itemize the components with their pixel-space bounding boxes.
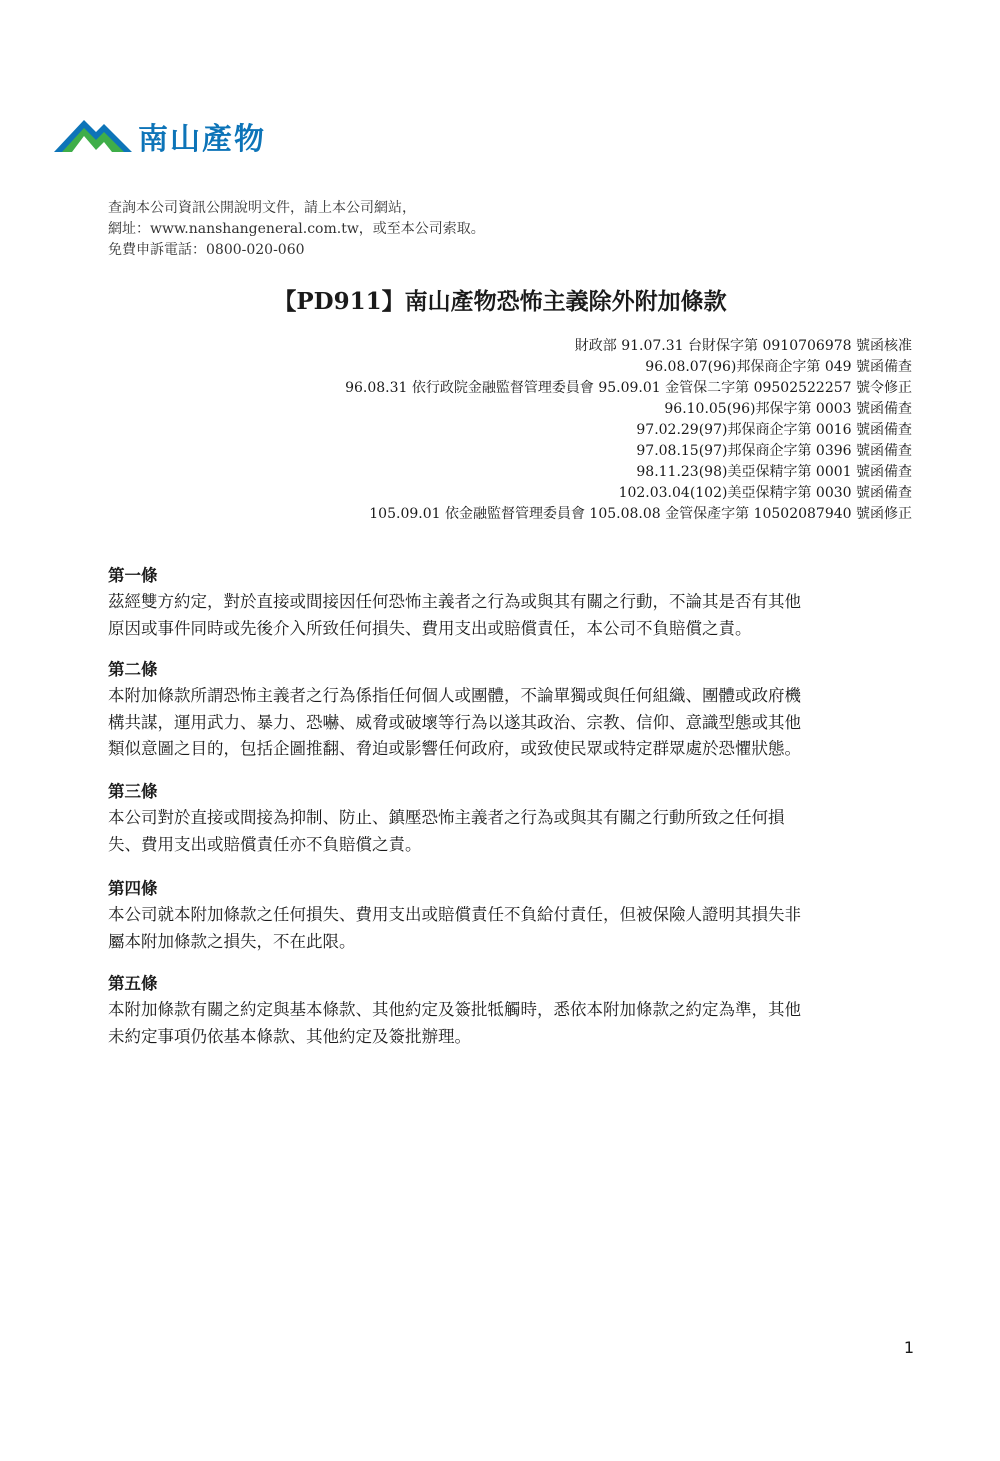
article-line: 未約定事項仍依基本條款、其他約定及簽批辦理。 bbox=[108, 1026, 471, 1046]
article-line: 構共謀，運用武力、暴力、恐嚇、威脅或破壞等行為以遂其政治、宗教、信仰、意識型態或其他 bbox=[108, 712, 801, 732]
article-2 bbox=[108, 657, 913, 763]
article-line: 本附加條款有關之約定與基本條款、其他約定及簽批牴觸時，悉依本附加條款之約定為準，其他 bbox=[108, 1000, 801, 1019]
article-4 bbox=[108, 876, 913, 955]
article-line: 原因或事件同時或先後介入所致任何損失、費用支出或賠償責任，本公司不負賠償之責。 bbox=[108, 618, 752, 638]
article-body bbox=[108, 997, 913, 1050]
article-body bbox=[108, 902, 913, 955]
article-title: 第一條 bbox=[108, 566, 158, 585]
company-logo-text: 南山產物 bbox=[138, 122, 266, 157]
info-line: 查詢本公司資訊公開說明文件，請上本公司網站， bbox=[108, 200, 416, 216]
document-title: 【PD911】南山產物恐怖主義除外附加條款 bbox=[273, 288, 727, 315]
company-info bbox=[108, 198, 485, 261]
mountain-logo-icon bbox=[52, 112, 134, 154]
article-line: 本公司對於直接或間接為抑制、防止、鎮壓恐怖主義者之行為或與其有關之行動所致之任何損 bbox=[108, 808, 785, 827]
article-body bbox=[108, 805, 913, 858]
approval-line: 96.08.31 依行政院金融監督管理委員會 95.09.01 金管保二字第 09502522257 號令修正 bbox=[345, 380, 912, 396]
approval-line: 96.08.07(96)邦保商企字第 049 號函備查 bbox=[645, 359, 912, 375]
article-1 bbox=[108, 563, 913, 642]
article-title: 第五條 bbox=[108, 974, 158, 993]
approval-line: 96.10.05(96)邦保字第 0003 號函備查 bbox=[664, 401, 912, 417]
article-5 bbox=[108, 971, 913, 1050]
info-line-website: 網址：www.nanshangeneral.com.tw，或至本公司索取。 bbox=[108, 221, 485, 237]
article-line: 類似意圖之目的，包括企圖推翻、脅迫或影響任何政府，或致使民眾或特定群眾處於恐懼狀態。 bbox=[108, 739, 801, 758]
article-3 bbox=[108, 779, 913, 858]
article-line: 屬本附加條款之損失，不在此限。 bbox=[108, 931, 356, 951]
article-title: 第二條 bbox=[108, 660, 158, 679]
article-line: 本附加條款所謂恐怖主義者之行為係指任何個人或團體，不論單獨或與任何組織、團體或政府機 bbox=[108, 686, 801, 705]
article-title: 第四條 bbox=[108, 879, 158, 898]
approval-line: 105.09.01 依金融監督管理委員會 105.08.08 金管保產字第 10502087940 號函修正 bbox=[369, 506, 912, 522]
article-body bbox=[108, 589, 913, 642]
company-logo bbox=[52, 112, 302, 158]
article-title: 第三條 bbox=[108, 782, 158, 801]
approval-line: 97.08.15(97)邦保商企字第 0396 號函備查 bbox=[636, 443, 912, 459]
approval-line: 財政部 91.07.31 台財保字第 0910706978 號函核准 bbox=[574, 338, 912, 354]
page-number: 1 bbox=[903, 1338, 914, 1357]
article-line: 本公司就本附加條款之任何損失、費用支出或賠償責任不負給付責任，但被保險人證明其損失非 bbox=[108, 905, 801, 924]
approval-line: 98.11.23(98)美亞保精字第 0001 號函備查 bbox=[636, 464, 912, 480]
article-line: 失、費用支出或賠償責任亦不負賠償之責。 bbox=[108, 834, 422, 854]
article-line: 茲經雙方約定，對於直接或間接因任何恐怖主義者之行為或與其有關之行動，不論其是否有其他 bbox=[108, 592, 801, 611]
approval-line: 97.02.29(97)邦保商企字第 0016 號函備查 bbox=[636, 422, 912, 438]
info-line-phone: 免費申訴電話：0800-020-060 bbox=[108, 242, 305, 258]
approval-history bbox=[345, 336, 912, 525]
article-body bbox=[108, 683, 913, 763]
approval-line: 102.03.04(102)美亞保精字第 0030 號函備查 bbox=[618, 485, 912, 501]
